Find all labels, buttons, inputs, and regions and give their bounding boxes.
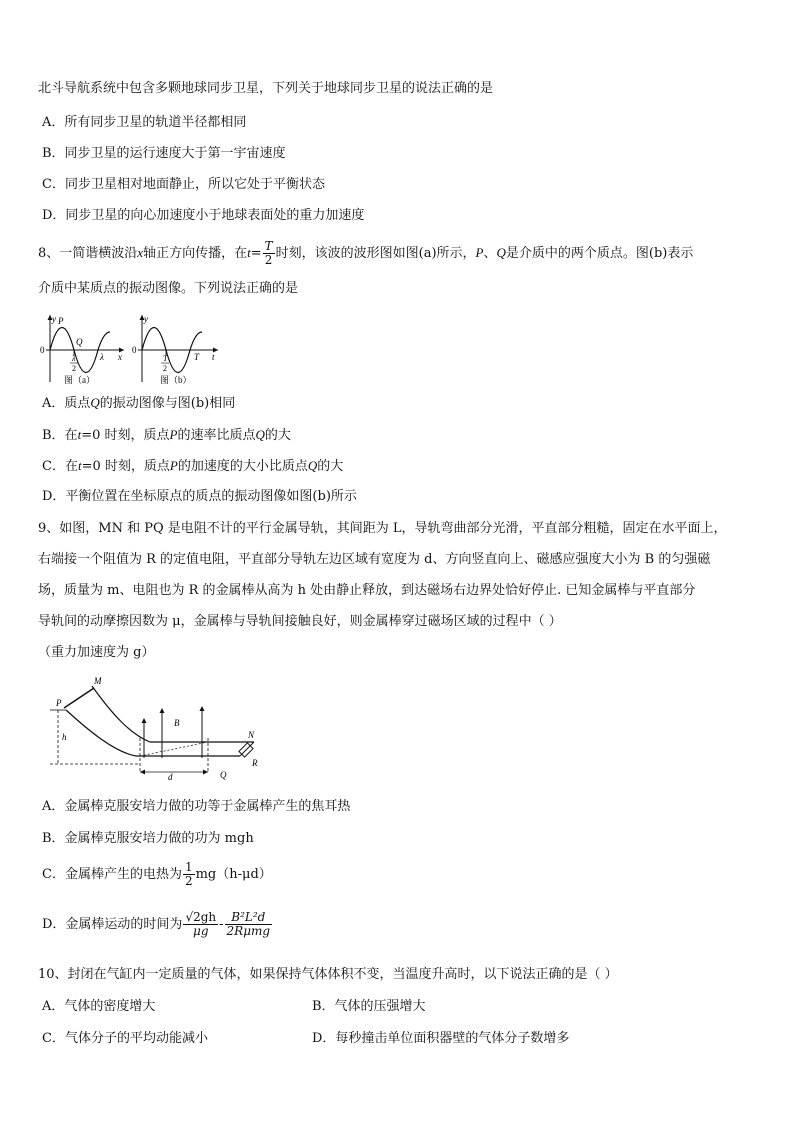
q8-c-post: 的大 xyxy=(317,459,344,474)
fig-b-t-axis: t xyxy=(212,352,215,362)
fig-b-caption: 图（b） xyxy=(160,375,192,385)
q9-option-a: A．金属棒克服安培力做的功等于金属棒产生的焦耳热 xyxy=(42,799,351,814)
q9-c-pre: C．金属棒产生的电热为 xyxy=(42,867,182,882)
q8-stem xyxy=(38,236,693,271)
fig-a-p: P xyxy=(58,316,64,326)
q8-a-pre: A．质点 xyxy=(42,396,91,411)
fig-a-x: x xyxy=(118,352,122,362)
q8-stem-sep: 、 xyxy=(483,246,497,261)
q8-stem-post: 时刻，该波的波形图如图(a)所示， xyxy=(275,246,476,261)
q8-stem-p: P xyxy=(475,245,484,260)
q8-c-t: t xyxy=(77,458,82,473)
q8-frac xyxy=(263,240,275,267)
fig-a-lam-den: 2 xyxy=(72,364,76,373)
q9-fig-m: M xyxy=(94,676,102,686)
q9-stem-line1: 9、如图，MN 和 PQ 是电阻不计的平行金属导轨，其间距为 L，导轨弯曲部分光滑，平直部分粗糙，固定在水平面上， xyxy=(38,521,727,536)
q7-option-a: A．所有同步卫星的轨道半径都相同 xyxy=(42,115,247,130)
q8-b-mid1: =0 时刻，质点 xyxy=(81,428,170,443)
q9-d-pre: D．金属棒运动的时间为 xyxy=(42,917,183,932)
q8-stem-x: x xyxy=(137,245,144,260)
q10-option-d: D．每秒撞击单位面积器壁的气体分子数增多 xyxy=(312,1031,570,1046)
q9-fig-r: R xyxy=(252,758,258,768)
q8-stem-pre: 8、一简谐横波沿 xyxy=(38,246,138,261)
q9-option-c xyxy=(42,858,272,892)
q8-option-b xyxy=(42,426,291,445)
q9-fig-p: P xyxy=(56,698,62,708)
q7-option-b: B．同步卫星的运行速度大于第一宇宙速度 xyxy=(42,146,286,161)
q9-d-num1: √2gh xyxy=(185,910,217,924)
q9-fig-d: d xyxy=(168,772,173,782)
q9-fig-b: B xyxy=(174,718,180,728)
q8-c-mid1: =0 时刻，质点 xyxy=(81,459,170,474)
q8-option-d: D．平衡位置在坐标原点的质点的振动图像如图(b)所示 xyxy=(42,489,357,504)
q9-d-den1: μg xyxy=(193,924,209,938)
q8-a-post: 的振动图像与图(b)相同 xyxy=(99,396,236,411)
q9-d-minus: - xyxy=(219,917,224,932)
q9-fig-n: N xyxy=(248,730,255,740)
q10-stem: 10、封闭在气缸内一定质量的气体，如果保持气体体积不变，当温度升高时，以下说法正确的是（ ） xyxy=(38,967,618,982)
fig-b-t-den: 2 xyxy=(163,364,167,373)
q10-option-b: B．气体的压强增大 xyxy=(312,999,426,1014)
q9-note: （重力加速度为 g） xyxy=(38,645,155,660)
fig-a-lam: λ xyxy=(100,352,104,362)
fig-b-t-period: T xyxy=(194,352,200,362)
q8-b-pre: B．在 xyxy=(42,428,78,443)
q8-figure-a xyxy=(36,312,128,388)
q8-stem-line2: 介质中某质点的振动图像。下列说法正确的是 xyxy=(38,281,299,296)
q8-stem-eq: = xyxy=(250,246,262,261)
q9-fig-h: h xyxy=(62,732,67,742)
q9-stem-line3: 场，质量为 m、电阻也为 R 的金属棒从高为 h 处由静止释放，到达磁场右边界处恰好停止. 已知金属棒与平直部分 xyxy=(38,583,696,598)
q8-c-pre: C．在 xyxy=(42,459,78,474)
q8-b-post: 的大 xyxy=(264,428,291,443)
q7-stem: 北斗导航系统中包含多颗地球同步卫星，下列关于地球同步卫星的说法正确的是 xyxy=(38,81,494,96)
q8-frac-den: 2 xyxy=(264,253,273,267)
q9-c-frac xyxy=(183,861,195,888)
q8-option-a xyxy=(42,394,235,413)
fig-a-caption: 图（a） xyxy=(64,375,95,385)
q10-option-a: A．气体的密度增大 xyxy=(42,999,156,1014)
fig-a-lam-num: λ xyxy=(72,354,76,363)
fig-b-t-num: T xyxy=(163,354,168,363)
q9-c-den: 2 xyxy=(184,874,193,888)
q9-stem-line2: 右端接一个阻值为 R 的定值电阻，平直部分导轨左边区域有宽度为 d、方向竖直向上、磁感应强度大小为 B 的匀强磁 xyxy=(38,552,711,567)
q9-d-den2: 2Rμmg xyxy=(226,924,271,938)
q9-c-num: 1 xyxy=(184,860,193,874)
q8-b-mid2: 的速率比质点 xyxy=(177,428,256,443)
fig-a-origin: 0 xyxy=(40,345,45,355)
q8-stem-mid: 轴正方向传播，在 xyxy=(143,246,248,261)
q8-a-q: Q xyxy=(90,395,100,410)
q8-stem-q: Q xyxy=(496,245,506,260)
q8-c-q: Q xyxy=(307,458,318,473)
q9-option-b: B．金属棒克服安培力做的功为 mgh xyxy=(42,831,254,846)
q9-stem-line4: 导轨间的动摩擦因数为 μ，金属棒与导轨间接触良好，则金属棒穿过磁场区域的过程中（ ） xyxy=(38,614,562,629)
q8-c-mid2: 的加速度的大小比质点 xyxy=(177,459,308,474)
q8-b-p: P xyxy=(169,427,178,442)
q8-frac-num: T xyxy=(264,239,273,253)
q8-stem-end: 是介质中的两个质点。图(b)表示 xyxy=(505,246,694,261)
q7-option-d: D．同步卫星的向心加速度小于地球表面处的重力加速度 xyxy=(42,208,365,223)
q9-figure xyxy=(44,672,264,784)
fig-a-y: y xyxy=(52,314,56,324)
q7-option-c: C．同步卫星相对地面静止，所以它处于平衡状态 xyxy=(42,177,325,192)
fig-b-y: y xyxy=(144,314,148,324)
q9-c-post: mg（h-μd） xyxy=(195,867,272,882)
q8-b-q: Q xyxy=(255,427,265,442)
q9-fig-q: Q xyxy=(220,770,227,780)
q10-option-c: C．气体分子的平均动能减小 xyxy=(42,1031,208,1046)
q9-d-num2: B²L²d xyxy=(225,911,273,925)
q9-d-frac2 xyxy=(225,911,273,938)
q9-option-d xyxy=(42,904,273,946)
q8-stem-t: t xyxy=(247,245,251,260)
q9-d-frac1 xyxy=(183,911,218,938)
q8-b-t: t xyxy=(77,427,82,442)
q8-c-p: P xyxy=(169,458,178,473)
q8-figure-b xyxy=(128,312,222,388)
fig-b-origin: 0 xyxy=(132,345,137,355)
fig-a-q: Q xyxy=(76,337,83,347)
q8-option-c xyxy=(42,457,343,476)
